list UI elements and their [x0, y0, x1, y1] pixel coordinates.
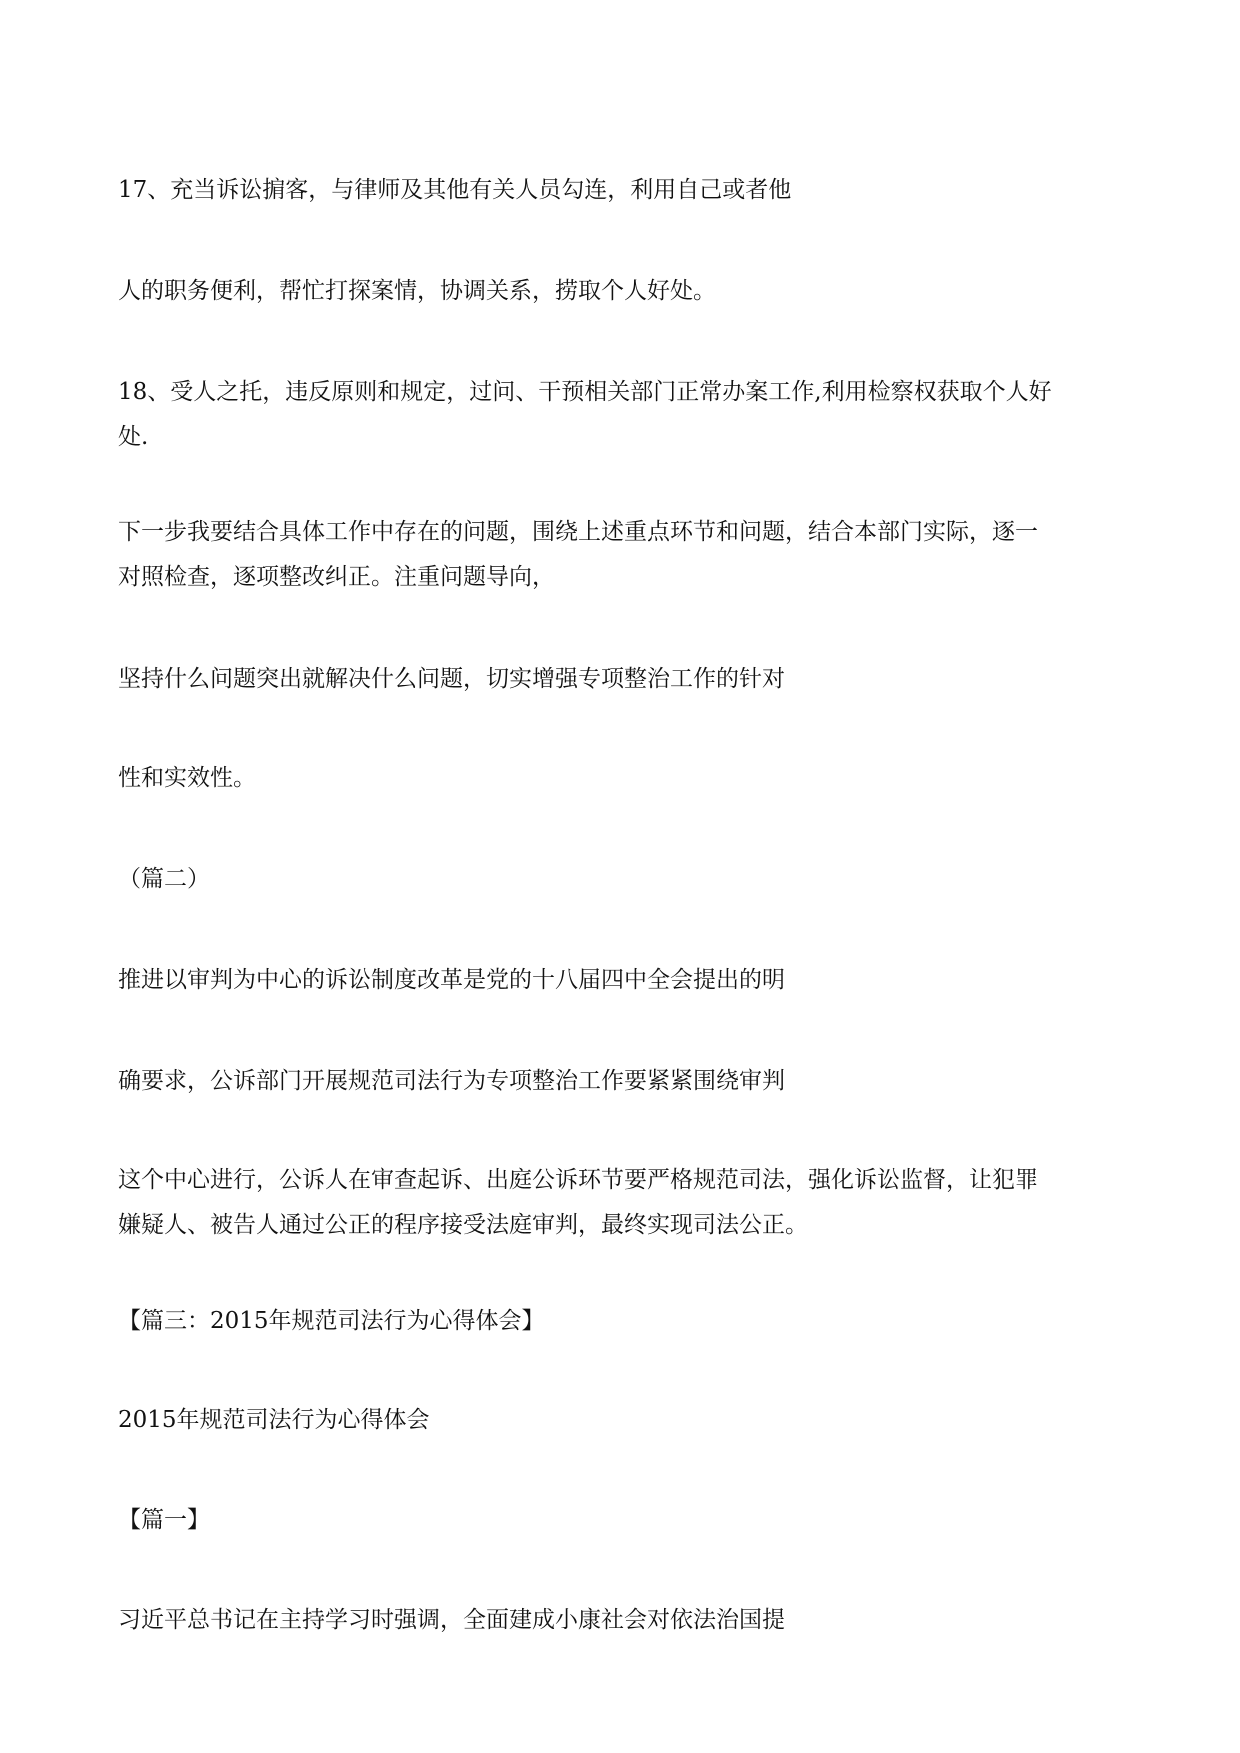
paragraph-line-1: 17、充当诉讼掮客，与律师及其他有关人员勾连，利用自己或者他 [118, 177, 792, 203]
paragraph-line-7: 坚持什么问题突出就解决什么问题，切实增强专项整治工作的针对 [118, 666, 785, 692]
paragraph-line-8: 性和实效性。 [118, 765, 256, 791]
section-heading-part-one: 【篇一】 [118, 1507, 210, 1533]
paragraph-line-5: 下一步我要结合具体工作中存在的问题，围绕上述重点环节和问题，结合本部门实际，逐一 [118, 519, 1038, 545]
paragraph-line-12: 这个中心进行，公诉人在审查起诉、出庭公诉环节要严格规范司法，强化诉讼监督，让犯罪 [118, 1167, 1038, 1193]
paragraph-line-17: 习近平总书记在主持学习时强调，全面建成小康社会对依法治国提 [118, 1607, 785, 1633]
paragraph-line-6: 对照检查，逐项整改纠正。注重问题导向， [118, 564, 555, 590]
paragraph-line-13: 嫌疑人、被告人通过公正的程序接受法庭审判，最终实现司法公正。 [118, 1212, 808, 1238]
paragraph-line-4: 处. [118, 424, 149, 450]
paragraph-line-2: 人的职务便利，帮忙打探案情，协调关系，捞取个人好处。 [118, 278, 716, 304]
section-heading-part-two: （篇二） [118, 866, 210, 892]
paragraph-line-3: 18、受人之托，违反原则和规定，过问、干预相关部门正常办案工作,利用检察权获取个人好 [118, 379, 1052, 405]
document-subtitle: 2015年规范司法行为心得体会 [118, 1407, 430, 1433]
paragraph-line-11: 确要求，公诉部门开展规范司法行为专项整治工作要紧紧围绕审判 [118, 1068, 785, 1094]
paragraph-line-10: 推进以审判为中心的诉讼制度改革是党的十八届四中全会提出的明 [118, 967, 785, 993]
section-heading-part-three: 【篇三：2015年规范司法行为心得体会】 [118, 1308, 545, 1334]
